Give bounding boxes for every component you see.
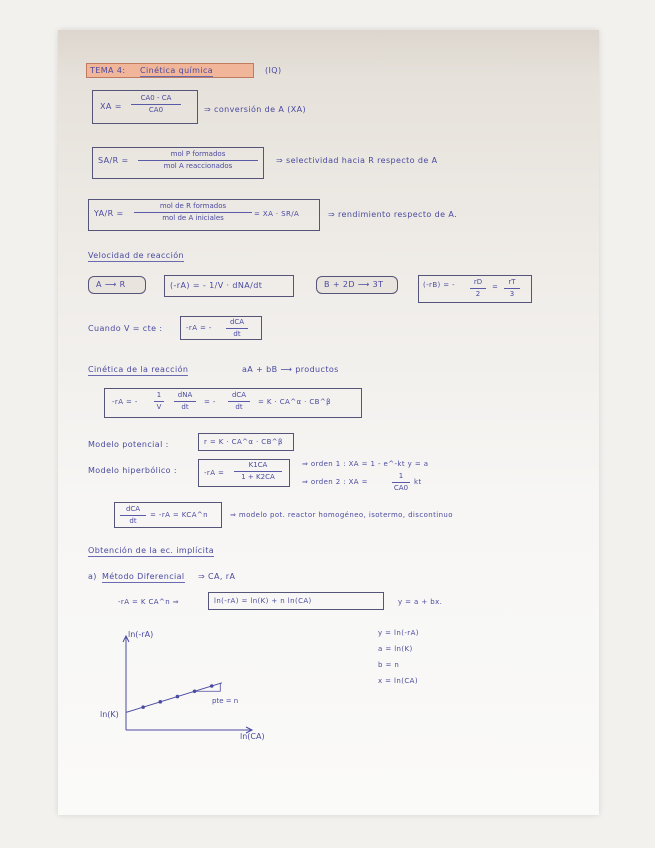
title-topic: Cinética química: [140, 66, 214, 75]
conversion-num: CA0 - CA: [140, 94, 172, 102]
data-point: [141, 705, 145, 709]
rate-law-f3-num: dCA: [231, 391, 247, 399]
rate2-den1: 2: [475, 290, 481, 298]
selectivity-fraction: [138, 151, 258, 170]
kinetics-reaction: aA + bB ⟶ productos: [242, 365, 339, 374]
yield-fraction: [134, 203, 252, 222]
data-point: [176, 695, 180, 699]
differential-eq-tail: y = a + bx.: [398, 598, 443, 606]
reaction2: B + 2D ⟶ 3T: [324, 280, 384, 289]
slope-label: pte = n: [212, 697, 239, 705]
hyperbolic-num: K1CA: [248, 461, 268, 469]
method-tail: ⇒ CA, rA: [198, 572, 236, 581]
data-point: [158, 700, 162, 704]
rate-law-f2-den: dt: [181, 403, 189, 411]
order2-num: 1: [398, 472, 404, 480]
implicit-heading: Obtención de la ec. implícita: [88, 546, 215, 555]
rate-heading: Velocidad de reacción: [88, 251, 184, 260]
rate-law-f3: [228, 392, 250, 411]
rate2-den2: 3: [509, 290, 515, 298]
order2-frac: [392, 473, 410, 492]
rate2-frac2: [504, 279, 520, 298]
legend-b: b = n: [378, 661, 400, 669]
conversion-den: CA0: [148, 106, 164, 114]
model-lhs-num: dCA: [125, 505, 141, 513]
differential-eq-boxed: ln(-rA) = ln(K) + n ln(CA): [214, 597, 312, 605]
model-formula: = -rA = KCA^n: [150, 511, 208, 519]
yield-lhs: YA/R =: [94, 209, 124, 218]
method-prefix: a): [88, 572, 97, 581]
hyperbolic-lhs: -rA =: [204, 469, 225, 477]
model-lhs-frac: [120, 506, 146, 525]
rate2-lhs: (-rB) = -: [423, 281, 456, 289]
legend-a: a = ln(K): [378, 645, 413, 653]
hyperbolic-den: 1 + K2CA: [241, 473, 275, 481]
yield-rhs: = XA · SR/A: [254, 210, 300, 218]
constant-volume-num: dCA: [229, 318, 245, 326]
potential-label: Modelo potencial :: [88, 440, 169, 449]
fit-line: [126, 683, 222, 713]
hyperbolic-label: Modelo hiperbólico :: [88, 466, 177, 475]
title-prefix: TEMA 4:: [90, 66, 126, 75]
x-axis-label: ln(CA): [240, 732, 265, 741]
rate-law-mid: = -: [204, 398, 216, 406]
rate2-eq: =: [492, 283, 499, 291]
rate-law-f3-den: dt: [235, 403, 243, 411]
order2-tail: kt: [414, 478, 422, 486]
method-name: Método Diferencial: [102, 572, 185, 581]
rate-law-lhs: -rA = -: [112, 398, 138, 406]
intercept-label: ln(K): [100, 710, 119, 719]
constant-volume-lhs: -rA = -: [186, 324, 212, 332]
legend-y: y = ln(-rA): [378, 629, 419, 637]
ln-rate-plot: [92, 626, 302, 750]
rate-law-f2-num: dNA: [177, 391, 193, 399]
model-desc: ⇒ modelo pot. reactor homogéneo, isotermo, discontinuo: [230, 511, 453, 519]
rate2-num2: rT: [508, 278, 516, 286]
y-axis-label: ln(-rA): [128, 630, 154, 639]
conversion-fraction: [131, 95, 181, 114]
selectivity-num: mol P formados: [170, 150, 226, 158]
rate-law-rhs: = K · CA^α · CB^β: [258, 398, 332, 406]
yield-den: mol de A iniciales: [162, 214, 224, 222]
yield-num: mol de R formados: [159, 202, 227, 210]
kinetics-heading: Cinética de la reacción: [88, 365, 189, 374]
reaction1: A ⟶ R: [96, 280, 126, 289]
conversion-lhs: XA =: [100, 102, 122, 111]
constant-volume-label: Cuando V = cte :: [88, 324, 163, 333]
order1: ⇒ orden 1 : XA = 1 - e^-kt y = a: [302, 460, 429, 468]
subject-tag: (IQ): [265, 66, 282, 75]
constant-volume-den: dt: [233, 330, 241, 338]
selectivity-lhs: SA/R =: [98, 156, 129, 165]
constant-volume-frac: [226, 319, 248, 338]
differential-eq-lhs: -rA = K CA^n ⇒: [118, 598, 179, 606]
rate-law-f1-num: 1: [156, 391, 162, 399]
hyperbolic-frac: [234, 462, 282, 481]
rate-law-f1: [154, 392, 164, 411]
selectivity-desc: ⇒ selectividad hacia R respecto de A: [276, 156, 438, 165]
order2-den: CA0: [393, 484, 409, 492]
potential-formula: r = K · CA^α · CB^β: [204, 438, 283, 446]
rate2-frac1: [470, 279, 486, 298]
rate-law-f1-den: V: [156, 403, 162, 411]
conversion-desc: ⇒ conversión de A (XA): [204, 105, 307, 114]
yield-desc: ⇒ rendimiento respecto de A.: [328, 210, 458, 219]
legend-x: x = ln(CA): [378, 677, 418, 685]
selectivity-den: mol A reaccionados: [163, 162, 233, 170]
rate-law-f2: [174, 392, 196, 411]
notebook-page: [58, 30, 599, 815]
rate1: (-rA) = - 1/V · dNA/dt: [170, 281, 263, 290]
order2-text: ⇒ orden 2 : XA =: [302, 478, 368, 486]
model-lhs-den: dt: [129, 517, 137, 525]
data-point: [210, 684, 214, 688]
rate2-num1: rD: [473, 278, 483, 286]
